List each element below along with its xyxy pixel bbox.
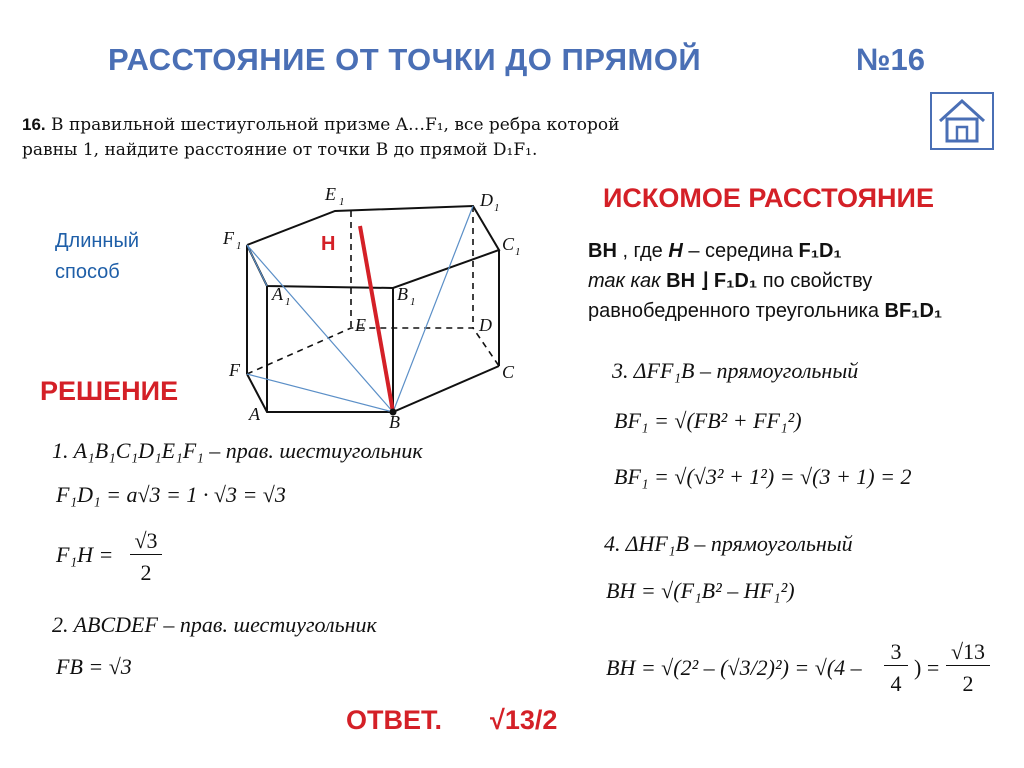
step-2-eq: FB = √3	[56, 654, 132, 679]
svg-text:1: 1	[236, 240, 242, 252]
target-heading: ИСКОМОЕ РАССТОЯНИЕ	[603, 183, 934, 213]
label-d1: D	[480, 190, 493, 210]
step-1-eq-1: F₁D₁ = a√3 = 1 · √3 = √3	[56, 482, 286, 507]
problem-number-badge: №16	[856, 42, 926, 77]
step-4-eq-2: BH = √(2² – (√3/2)²) = √(4 – 3 4 ) = √13 2	[606, 635, 1006, 695]
label-d: D	[479, 315, 492, 335]
label-e1: E	[325, 184, 336, 204]
svg-text:1: 1	[339, 196, 345, 208]
svg-text:1: 1	[285, 296, 291, 308]
label-b: B	[389, 412, 400, 428]
step-1: 1. A₁B₁C₁D₁E₁F₁ – прав. шестиугольник	[52, 438, 423, 463]
label-b1: B	[397, 284, 408, 304]
step-3-eq-1: BF₁ = √(FB² + FF₁²)	[614, 408, 802, 433]
problem-statement	[22, 112, 619, 163]
label-h: H	[321, 233, 336, 255]
answer-value: √13/2	[490, 705, 558, 735]
problem-line-1: В правильной шестиугольной призме A…F₁, все ребра которой	[51, 115, 620, 135]
label-c1: C	[502, 234, 515, 254]
target-description: BH , где H – середина F₁D₁ так как BH ⌋ F₁D₁ по свойству равнобедренного треугольника BF₁D₁	[588, 240, 943, 322]
label-a1: A	[272, 284, 283, 304]
answer-label: ОТВЕТ.	[346, 705, 442, 735]
svg-text:1: 1	[494, 202, 500, 214]
step-3: 3. ΔFF₁B – прямоугольный	[612, 358, 859, 383]
svg-text:1: 1	[515, 246, 521, 258]
method-label: Длинный способ	[55, 230, 140, 283]
home-button[interactable]	[930, 92, 994, 150]
step-4-eq-1: BH = √(F₁B² – HF₁²)	[606, 578, 795, 603]
svg-text:1: 1	[410, 296, 416, 308]
prism-figure	[215, 178, 535, 428]
label-f1: F	[223, 228, 234, 248]
solution-heading: РЕШЕНИЕ	[40, 376, 179, 406]
diag-f-b	[247, 374, 393, 412]
step-4: 4. ΔHF₁B – прямоугольный	[604, 531, 853, 556]
label-c: C	[502, 362, 515, 382]
label-a: A	[249, 404, 260, 424]
step-2: 2. ABCDEF – прав. шестиугольник	[52, 612, 377, 637]
problem-statement-number: 16.	[22, 115, 46, 134]
label-f: F	[229, 360, 240, 380]
problem-line-2: равны 1, найдите расстояние от точки B до прямой D₁F₁.	[22, 140, 538, 160]
diag-d1-b	[393, 206, 473, 412]
page-title: РАССТОЯНИЕ ОТ ТОЧКИ ДО ПРЯМОЙ	[108, 42, 702, 77]
label-e: E	[355, 315, 366, 335]
house-icon	[932, 94, 992, 148]
step-3-eq-2: BF₁ = √(√3² + 1²) = √(3 + 1) = 2	[614, 464, 912, 489]
top-face	[247, 206, 499, 288]
